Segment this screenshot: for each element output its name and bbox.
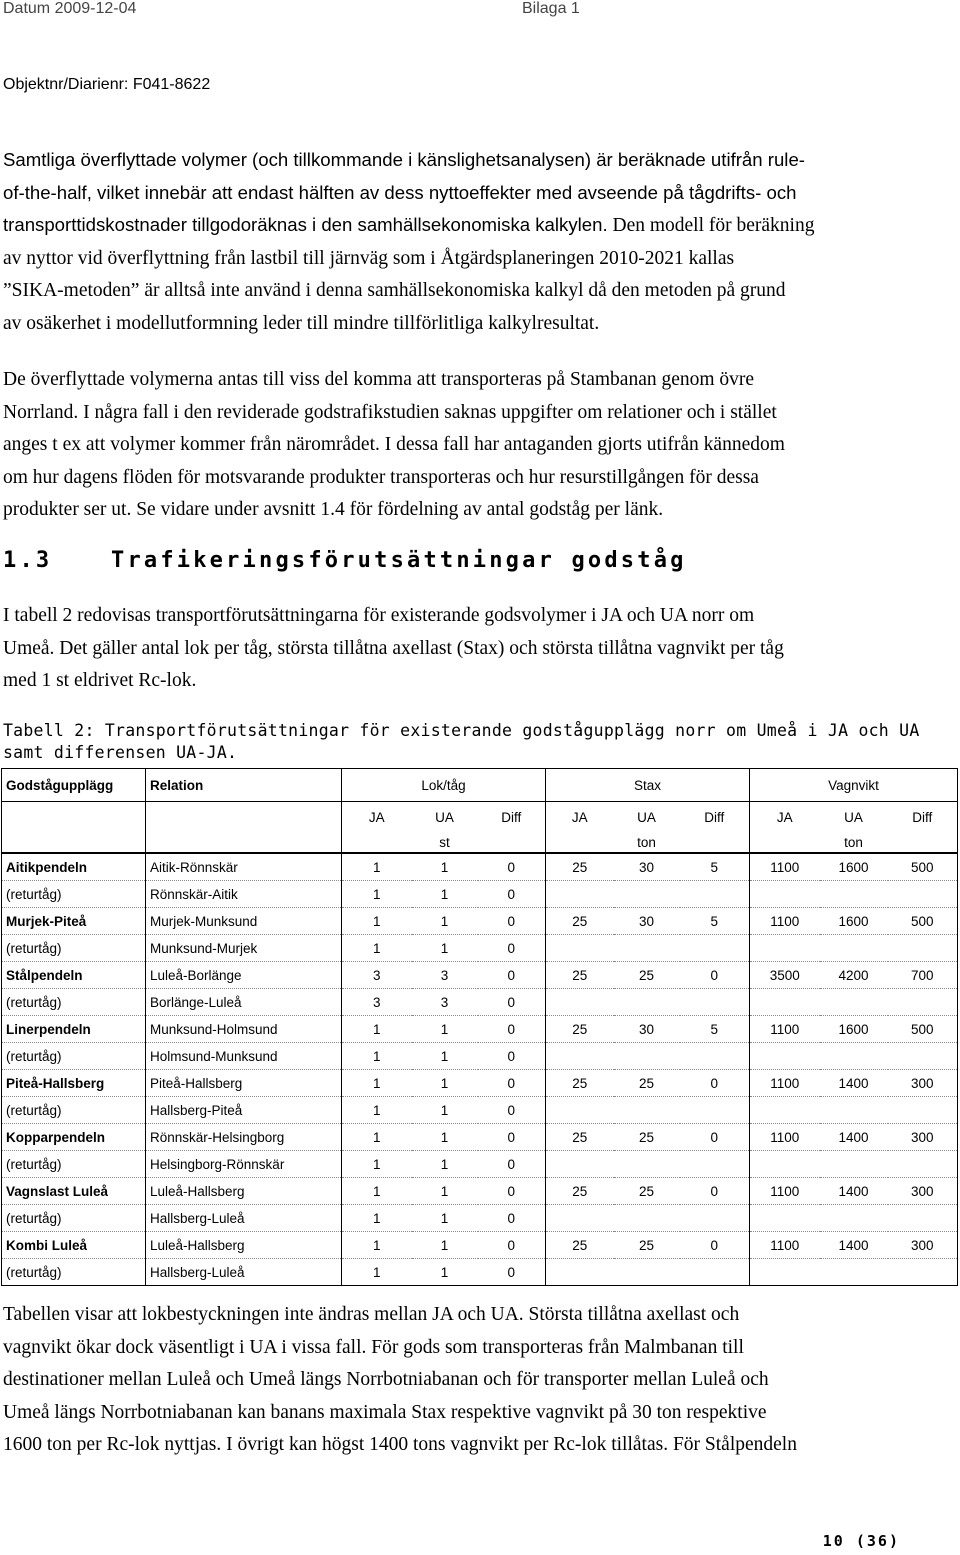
row-stax-diff-cell: 0 (680, 1232, 750, 1259)
col-header-godstag: Godstågupplägg (2, 769, 146, 802)
row-relation-cell: Hallsberg-Piteå (146, 1097, 342, 1124)
row-lok-diff-cell: 0 (478, 1151, 546, 1178)
row-stax-diff-cell: 0 (680, 1124, 750, 1151)
row-vagn-ua-cell: 1400 (820, 1232, 888, 1259)
row-vagn-ja-cell (750, 1043, 820, 1070)
row-stax-ja-cell (546, 1151, 614, 1178)
row-lok-ua-cell: 1 (412, 935, 478, 962)
row-lok-diff-cell: 0 (478, 1016, 546, 1043)
paragraph-4-line: Umeå längs Norrbotniabanan kan banans maximala Stax respektive vagnvikt på 30 ton respektive (3, 1401, 767, 1423)
paragraph-4 (3, 1299, 955, 1462)
row-stax-ja-cell (546, 1043, 614, 1070)
row-stax-ja-cell: 25 (546, 1016, 614, 1043)
row-lok-ja-cell: 1 (342, 1205, 412, 1232)
row-vagn-ua-cell: 4200 (820, 962, 888, 989)
row-lok-diff-cell: 0 (478, 1205, 546, 1232)
row-stax-diff-cell: 0 (680, 1070, 750, 1097)
table-caption-line: Tabell 2: Transportförutsättningar för existerande godstågupplägg norr om Umeå i JA och UA (3, 721, 920, 740)
row-godstag-cell: (returtåg) (2, 989, 146, 1016)
table-row (2, 853, 958, 881)
row-relation-cell: Piteå-Hallsberg (146, 1070, 342, 1097)
row-vagn-ua-cell (820, 1259, 888, 1286)
row-lok-diff-cell: 0 (478, 1043, 546, 1070)
row-lok-ua-cell: 1 (412, 1205, 478, 1232)
row-godstag-cell: (returtåg) (2, 1043, 146, 1070)
row-vagn-ja-cell: 1100 (750, 1070, 820, 1097)
row-vagn-diff-cell (888, 1205, 958, 1232)
row-lok-ua-cell: 1 (412, 908, 478, 935)
sub-header-ua: UA (637, 809, 656, 825)
row-stax-ua-cell (614, 881, 680, 908)
paragraph-1-line: ”SIKA-metoden” är alltså inte använd i denna samhällsekonomiska kalkyl då den metoden på grund (3, 280, 786, 301)
paragraph-2-line: om hur dagens flöden för motsvarande produkter transporteras och hur resurstillgången för dessa (3, 466, 759, 488)
paragraph-2 (3, 364, 955, 527)
row-vagn-diff-cell: 300 (888, 1178, 958, 1205)
paragraph-4-line: Tabellen visar att lokbestyckningen inte ändras mellan JA och UA. Största tillåtna axellast och (3, 1304, 740, 1325)
row-stax-ua-cell (614, 1151, 680, 1178)
row-vagn-diff-cell (888, 1097, 958, 1124)
row-relation-cell: Rönnskär-Helsingborg (146, 1124, 342, 1151)
row-stax-ja-cell (546, 881, 614, 908)
row-relation-cell: Luleå-Borlänge (146, 962, 342, 989)
row-vagn-ua-cell: 1600 (820, 1016, 888, 1043)
row-vagn-ja-cell: 1100 (750, 853, 820, 881)
row-stax-diff-cell (680, 881, 750, 908)
table-row (2, 935, 958, 962)
row-lok-diff-cell: 0 (478, 935, 546, 962)
row-stax-ua-cell: 25 (614, 1232, 680, 1259)
paragraph-1-line-sans-part: transporttidskostnader tillgodoräknas i den samhällsekonomiska kalkylen. (3, 214, 608, 235)
row-vagn-ja-cell: 1100 (750, 1016, 820, 1043)
row-stax-ua-cell: 25 (614, 1178, 680, 1205)
row-godstag-cell: (returtåg) (2, 935, 146, 962)
sub-header-diff: Diff (478, 802, 546, 833)
row-relation-cell: Rönnskär-Aitik (146, 881, 342, 908)
row-lok-diff-cell: 0 (478, 1259, 546, 1286)
table-row (2, 962, 958, 989)
row-vagn-diff-cell (888, 1259, 958, 1286)
row-vagn-ua-cell: 1400 (820, 1070, 888, 1097)
paragraph-4-line: 1600 ton per Rc-lok nyttjas. I övrigt kan högst 1400 tons vagnvikt per Rc-lok tillåtas. För Stålpendeln (3, 1434, 797, 1455)
table-subheader-row (2, 802, 958, 833)
row-stax-ja-cell: 25 (546, 1124, 614, 1151)
row-lok-ja-cell: 1 (342, 1124, 412, 1151)
row-godstag-cell: Murjek-Piteå (2, 908, 146, 935)
row-lok-diff-cell: 0 (478, 1070, 546, 1097)
row-vagn-ja-cell (750, 935, 820, 962)
row-relation-cell: Borlänge-Luleå (146, 989, 342, 1016)
paragraph-4-line: destinationer mellan Luleå och Umeå längs Norrbotniabanan och för transporter mellan Luleå och (3, 1369, 769, 1390)
sub-header-ua: UA (435, 809, 454, 825)
paragraph-3 (3, 600, 955, 698)
table-cell-empty (888, 832, 958, 853)
section-heading (3, 548, 687, 573)
row-godstag-cell: Stålpendeln (2, 962, 146, 989)
row-stax-diff-cell: 5 (680, 908, 750, 935)
col-header-stax: Stax (546, 769, 750, 802)
row-lok-ua-cell: 1 (412, 1178, 478, 1205)
row-lok-ua-cell: 1 (412, 1097, 478, 1124)
row-vagn-diff-cell (888, 1151, 958, 1178)
table-row (2, 1232, 958, 1259)
row-stax-ua-cell: 30 (614, 853, 680, 881)
col-header-lok: Lok/tåg (342, 769, 546, 802)
row-vagn-ja-cell (750, 1097, 820, 1124)
row-stax-diff-cell: 0 (680, 962, 750, 989)
row-vagn-ua-cell (820, 1097, 888, 1124)
paragraph-1 (3, 144, 955, 340)
header-bilaga: Bilaga 1 (522, 0, 580, 17)
row-godstag-cell: (returtåg) (2, 1097, 146, 1124)
row-lok-diff-cell: 0 (478, 1124, 546, 1151)
row-lok-ja-cell: 1 (342, 908, 412, 935)
row-stax-ua-cell: 25 (614, 962, 680, 989)
row-stax-diff-cell (680, 1043, 750, 1070)
paragraph-1-line (3, 209, 955, 243)
row-stax-ja-cell: 25 (546, 962, 614, 989)
row-vagn-ua-cell: 1400 (820, 1178, 888, 1205)
row-godstag-cell: Aitikpendeln (2, 853, 146, 881)
table-row (2, 1151, 958, 1178)
row-stax-ua-cell: 25 (614, 1124, 680, 1151)
paragraph-1-line: av nyttor vid överflyttning från lastbil till järnväg som i Åtgärdsplaneringen 2010-2021 kallas (3, 247, 735, 269)
row-stax-ua-cell: 25 (614, 1070, 680, 1097)
table-cell-empty (546, 832, 614, 853)
row-lok-diff-cell: 0 (478, 853, 546, 881)
row-stax-diff-cell (680, 989, 750, 1016)
row-stax-ua-cell: 30 (614, 1016, 680, 1043)
table-cell-empty (146, 832, 342, 853)
paragraph-1-line-serif-part: Den modell för beräkning (607, 215, 815, 236)
row-stax-ua-cell: 30 (614, 908, 680, 935)
row-vagn-ja-cell (750, 1259, 820, 1286)
row-relation-cell: Hallsberg-Luleå (146, 1259, 342, 1286)
row-lok-ua-cell: 3 (412, 989, 478, 1016)
sub-header-ua: UA (844, 809, 863, 825)
row-lok-ua-cell: 1 (412, 853, 478, 881)
row-vagn-ja-cell: 1100 (750, 1232, 820, 1259)
row-vagn-diff-cell: 300 (888, 1070, 958, 1097)
row-stax-diff-cell: 0 (680, 1178, 750, 1205)
row-stax-diff-cell (680, 1097, 750, 1124)
sub-header-diff: Diff (680, 802, 750, 833)
col-header-vagnvikt: Vagnvikt (750, 769, 958, 802)
table-row (2, 1097, 958, 1124)
row-stax-ja-cell (546, 935, 614, 962)
row-vagn-ua-cell (820, 1151, 888, 1178)
row-lok-ja-cell: 3 (342, 989, 412, 1016)
row-stax-ja-cell: 25 (546, 1070, 614, 1097)
unit-stax: ton (614, 832, 680, 853)
table-unit-row (2, 832, 958, 853)
table-row (2, 1070, 958, 1097)
row-stax-diff-cell (680, 935, 750, 962)
row-lok-diff-cell: 0 (478, 989, 546, 1016)
table-cell-empty (146, 802, 342, 833)
table-row (2, 881, 958, 908)
row-stax-ja-cell (546, 1097, 614, 1124)
row-lok-ja-cell: 1 (342, 881, 412, 908)
row-stax-ua-cell (614, 989, 680, 1016)
row-stax-diff-cell: 5 (680, 1016, 750, 1043)
object-number: Objektnr/Diarienr: F041-8622 (3, 76, 211, 93)
row-vagn-diff-cell (888, 1043, 958, 1070)
row-lok-diff-cell: 0 (478, 1097, 546, 1124)
table-row (2, 1043, 958, 1070)
paragraph-2-line: anges t ex att volymer kommer från närområdet. I dessa fall har antaganden gjorts utifrån kännedom (3, 434, 785, 455)
table-cell-empty (680, 832, 750, 853)
row-stax-ja-cell (546, 989, 614, 1016)
page-number: 10 (36) (822, 1532, 900, 1550)
row-vagn-ja-cell (750, 1151, 820, 1178)
table-cell-empty (2, 832, 146, 853)
row-stax-ua-cell (614, 1043, 680, 1070)
row-godstag-cell: Kopparpendeln (2, 1124, 146, 1151)
row-lok-diff-cell: 0 (478, 1178, 546, 1205)
table-row (2, 908, 958, 935)
row-lok-ja-cell: 1 (342, 935, 412, 962)
row-lok-ua-cell: 1 (412, 1070, 478, 1097)
row-lok-diff-cell: 0 (478, 962, 546, 989)
row-vagn-diff-cell (888, 881, 958, 908)
row-godstag-cell: Linerpendeln (2, 1016, 146, 1043)
sub-header-diff: Diff (888, 802, 958, 833)
row-vagn-diff-cell: 500 (888, 908, 958, 935)
paragraph-3-line: Umeå. Det gäller antal lok per tåg, största tillåtna axellast (Stax) och största tillåtna vagnvikt per tåg (3, 637, 784, 659)
row-stax-ja-cell: 25 (546, 853, 614, 881)
row-lok-diff-cell: 0 (478, 881, 546, 908)
row-lok-diff-cell: 0 (478, 908, 546, 935)
col-header-relation: Relation (146, 769, 342, 802)
row-vagn-ja-cell: 1100 (750, 908, 820, 935)
paragraph-4-line: vagnvikt ökar dock väsentligt i UA i vissa fall. För gods som transporteras från Malmbanan till (3, 1336, 744, 1358)
row-stax-ja-cell: 25 (546, 1232, 614, 1259)
row-vagn-diff-cell: 300 (888, 1232, 958, 1259)
row-vagn-diff-cell: 500 (888, 1016, 958, 1043)
row-relation-cell: Luleå-Hallsberg (146, 1178, 342, 1205)
transport-table (1, 768, 958, 1286)
row-vagn-diff-cell (888, 935, 958, 962)
row-lok-ja-cell: 3 (342, 962, 412, 989)
row-stax-diff-cell (680, 1259, 750, 1286)
row-vagn-ja-cell (750, 1205, 820, 1232)
row-stax-ja-cell (546, 1205, 614, 1232)
row-lok-ja-cell: 1 (342, 1178, 412, 1205)
table-caption-line: samt differensen UA-JA. (3, 743, 238, 762)
table-row (2, 1124, 958, 1151)
row-vagn-diff-cell (888, 989, 958, 1016)
row-lok-ja-cell: 1 (342, 1151, 412, 1178)
table-cell-empty (2, 802, 146, 833)
row-stax-ua-cell (614, 935, 680, 962)
row-lok-ja-cell: 1 (342, 1097, 412, 1124)
row-godstag-cell: (returtåg) (2, 1151, 146, 1178)
row-vagn-diff-cell: 300 (888, 1124, 958, 1151)
row-stax-ua-cell (614, 1259, 680, 1286)
sub-header-ja: JA (368, 809, 385, 825)
row-vagn-ja-cell: 1100 (750, 1124, 820, 1151)
row-vagn-ja-cell (750, 881, 820, 908)
row-lok-ua-cell: 1 (412, 1259, 478, 1286)
table-row (2, 1259, 958, 1286)
row-relation-cell: Murjek-Munksund (146, 908, 342, 935)
table-row (2, 1205, 958, 1232)
row-vagn-ua-cell (820, 989, 888, 1016)
paragraph-1-line: Samtliga överflyttade volymer (och tillkommande i känslighetsanalysen) är beräknade utifrån rule- (3, 149, 805, 170)
row-lok-ua-cell: 1 (412, 1151, 478, 1178)
paragraph-2-line: Norrland. I några fall i den reviderade godstrafikstudien saknas uppgifter om relationer och i stället (3, 401, 777, 423)
row-godstag-cell: Piteå-Hallsberg (2, 1070, 146, 1097)
row-relation-cell: Luleå-Hallsberg (146, 1232, 342, 1259)
table-cell-empty (342, 832, 412, 853)
row-lok-ua-cell: 1 (412, 1124, 478, 1151)
row-vagn-ua-cell (820, 935, 888, 962)
row-godstag-cell: Kombi Luleå (2, 1232, 146, 1259)
row-vagn-ua-cell (820, 881, 888, 908)
unit-vagnvikt: ton (820, 832, 888, 853)
row-stax-ua-cell (614, 1205, 680, 1232)
row-lok-ua-cell: 3 (412, 962, 478, 989)
row-vagn-ua-cell: 1600 (820, 908, 888, 935)
paragraph-1-line: av osäkerhet i modellutformning leder till mindre tillförlitliga kalkylresultat. (3, 312, 600, 334)
paragraph-2-line: produkter ser ut. Se vidare under avsnitt 1.4 för fördelning av antal godståg per länk. (3, 499, 664, 520)
row-vagn-ua-cell (820, 1205, 888, 1232)
row-lok-ja-cell: 1 (342, 1070, 412, 1097)
table-row (2, 1178, 958, 1205)
row-lok-ja-cell: 1 (342, 1043, 412, 1070)
row-relation-cell: Hallsberg-Luleå (146, 1205, 342, 1232)
row-vagn-ja-cell (750, 989, 820, 1016)
row-stax-diff-cell (680, 1205, 750, 1232)
section-number: 1.3 (3, 548, 53, 573)
table-row (2, 989, 958, 1016)
row-stax-ja-cell: 25 (546, 1178, 614, 1205)
paragraph-3-line: med 1 st eldrivet Rc-lok. (3, 670, 197, 691)
row-vagn-diff-cell: 700 (888, 962, 958, 989)
paragraph-1-line: of-the-half, vilket innebär att endast hälften av dess nyttoeffekter med avseende på tågdrifts- och (3, 181, 797, 203)
row-lok-ja-cell: 1 (342, 853, 412, 881)
row-relation-cell: Helsingborg-Rönnskär (146, 1151, 342, 1178)
row-lok-ua-cell: 1 (412, 1043, 478, 1070)
row-godstag-cell: (returtåg) (2, 881, 146, 908)
sub-header-ja: JA (571, 809, 588, 825)
row-lok-ua-cell: 1 (412, 1016, 478, 1043)
row-godstag-cell: (returtåg) (2, 1205, 146, 1232)
row-vagn-ua-cell: 1600 (820, 853, 888, 881)
row-vagn-ua-cell (820, 1043, 888, 1070)
row-relation-cell: Munksund-Murjek (146, 935, 342, 962)
sub-header-ja: JA (776, 809, 793, 825)
table-caption (3, 720, 920, 764)
row-godstag-cell: Vagnslast Luleå (2, 1178, 146, 1205)
unit-lok: st (412, 832, 478, 853)
row-relation-cell: Munksund-Holmsund (146, 1016, 342, 1043)
row-relation-cell: Aitik-Rönnskär (146, 853, 342, 881)
row-lok-ja-cell: 1 (342, 1232, 412, 1259)
row-vagn-ja-cell: 1100 (750, 1178, 820, 1205)
row-lok-ja-cell: 1 (342, 1259, 412, 1286)
row-stax-ja-cell (546, 1259, 614, 1286)
header-date: Datum 2009-12-04 (3, 0, 137, 17)
row-relation-cell: Holmsund-Munksund (146, 1043, 342, 1070)
row-lok-ua-cell: 1 (412, 881, 478, 908)
row-vagn-ua-cell: 1400 (820, 1124, 888, 1151)
row-stax-ua-cell (614, 1097, 680, 1124)
row-vagn-diff-cell: 500 (888, 853, 958, 881)
row-lok-ja-cell: 1 (342, 1016, 412, 1043)
table-row (2, 1016, 958, 1043)
row-lok-ua-cell: 1 (412, 1232, 478, 1259)
paragraph-3-line: I tabell 2 redovisas transportförutsättningarna för existerande godsvolymer i JA och UA norr om (3, 605, 755, 626)
row-vagn-ja-cell: 3500 (750, 962, 820, 989)
table-cell-empty (750, 832, 820, 853)
section-title: Trafikeringsförutsättningar godståg (111, 548, 687, 573)
row-lok-diff-cell: 0 (478, 1232, 546, 1259)
row-stax-diff-cell: 5 (680, 853, 750, 881)
row-stax-diff-cell (680, 1151, 750, 1178)
paragraph-2-line: De överflyttade volymerna antas till viss del komma att transporteras på Stambanan genom övre (3, 369, 755, 390)
row-godstag-cell: (returtåg) (2, 1259, 146, 1286)
row-stax-ja-cell: 25 (546, 908, 614, 935)
table-cell-empty (478, 832, 546, 853)
table-header-row (2, 769, 958, 802)
